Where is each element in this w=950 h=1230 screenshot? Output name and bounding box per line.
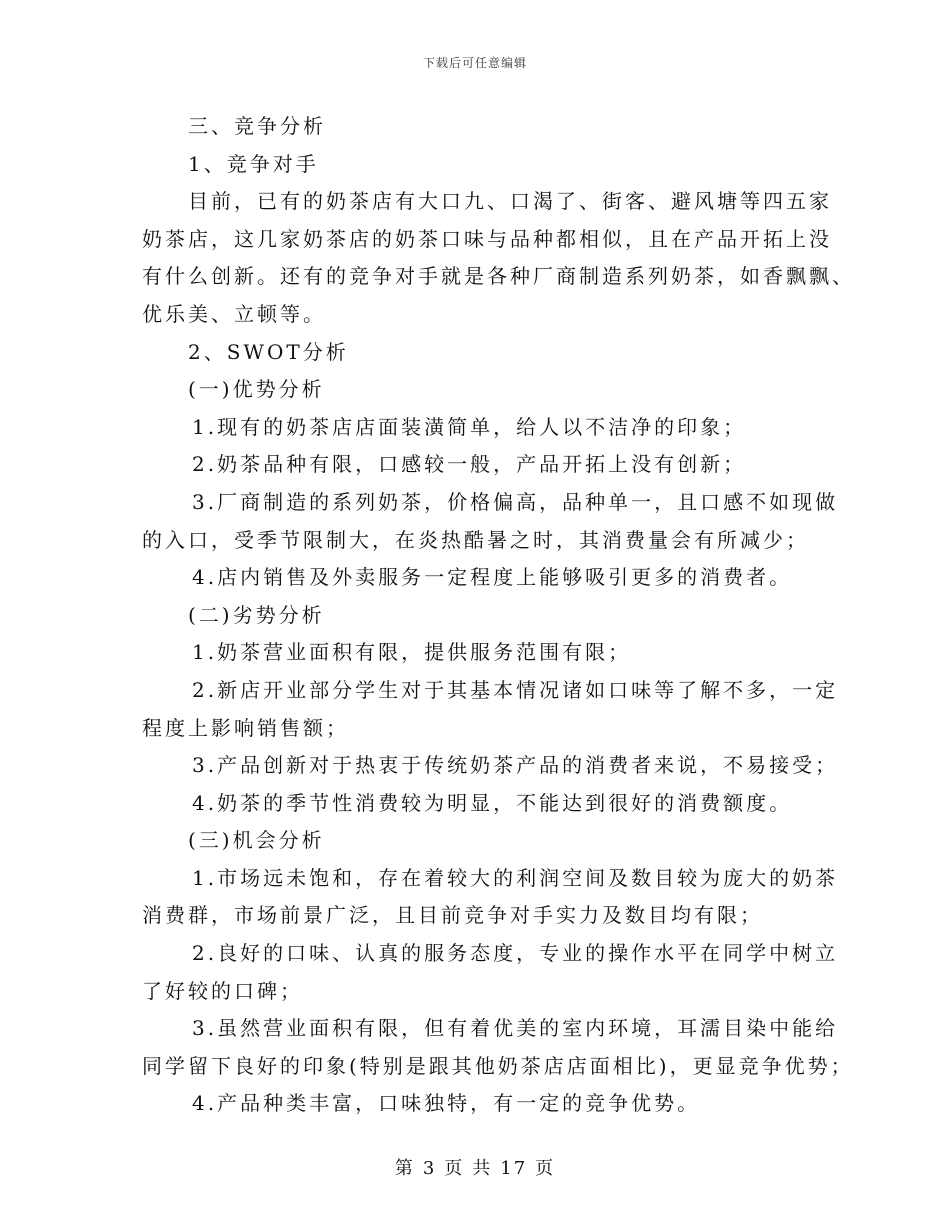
- strengths-item: 4.店内销售及外卖服务一定程度上能够吸引更多的消费者。: [192, 565, 793, 590]
- opportunities-item: 2.良好的口味、认真的服务态度，专业的操作水平在同学中树立: [192, 941, 839, 966]
- page-label-prefix: 第: [394, 1158, 415, 1179]
- weaknesses-item: 2.新店开业部分学生对于其基本情况诸如口味等了解不多，一定: [192, 677, 839, 702]
- strengths-item: 2.奶茶品种有限，口感较一般，产品开拓上没有创新；: [192, 452, 747, 477]
- current-page-number: 3: [422, 1158, 437, 1179]
- strengths-title: (一)优势分析: [188, 377, 325, 402]
- weaknesses-item: 1.奶茶营业面积有限，提供服务范围有限；: [192, 640, 632, 665]
- strengths-item-continuation: 的入口，受季节限制大，在炎热酷暑之时，其消费量会有所减少；: [142, 527, 809, 552]
- paragraph-line: 奶茶店，这几家奶茶店的奶茶口味与品种都相似，且在产品开拓上没: [142, 226, 832, 251]
- section-title: 三、竞争分析: [188, 114, 326, 138]
- weaknesses-item: 3.产品创新对于热衷于传统奶茶产品的消费者来说，不易接受；: [192, 753, 839, 778]
- paragraph-line: 优乐美、立顿等。: [142, 301, 326, 326]
- opportunities-item: 3.虽然营业面积有限，但有着优美的室内环境，耳濡目染中能给: [192, 1016, 839, 1041]
- opportunities-item-continuation: 了好较的口碑；: [142, 978, 303, 1003]
- strengths-item: 3.厂商制造的系列奶茶，价格偏高，品种单一，且口感不如现做: [192, 489, 839, 514]
- opportunities-item-continuation: 同学留下良好的印象(特别是跟其他奶茶店店面相比)，更显竞争优势；: [142, 1053, 854, 1078]
- opportunities-item: 4.产品种类丰富，口味独特，有一定的竞争优势。: [192, 1091, 701, 1116]
- weaknesses-item-continuation: 程度上影响销售额；: [142, 715, 349, 740]
- total-label-prefix: 共: [472, 1158, 493, 1179]
- page-label-suffix: 页: [535, 1158, 556, 1179]
- strengths-item: 1.现有的奶茶店店面装潢简单，给人以不洁净的印象；: [192, 414, 747, 439]
- paragraph-line: 有什么创新。还有的竞争对手就是各种厂商制造系列奶茶，如香飘飘、: [142, 264, 855, 289]
- weaknesses-title: (二)劣势分析: [188, 602, 325, 627]
- subsection-title-competitors: 1、竞争对手: [188, 151, 319, 176]
- page-label-mid: 页: [444, 1158, 465, 1179]
- weaknesses-item: 4.奶茶的季节性消费较为明显，不能达到很好的消费额度。: [192, 790, 793, 815]
- page-header-note: 下载后可任意编辑: [422, 56, 527, 70]
- paragraph-line: 目前，已有的奶茶店有大口九、口渴了、街客、避风塘等四五家: [188, 189, 832, 214]
- subsection-title-swot: 2、SWOT分析: [188, 339, 349, 364]
- opportunities-item-continuation: 消费群，市场前景广泛，且目前竞争对手实力及数目均有限；: [142, 903, 763, 928]
- page-footer: [0, 1154, 950, 1180]
- opportunities-item: 1.市场远未饱和，存在着较大的利润空间及数目较为庞大的奶茶: [192, 865, 839, 890]
- document-body: [142, 108, 855, 1123]
- opportunities-title: (三)机会分析: [188, 828, 325, 853]
- total-pages-number: 17: [500, 1158, 528, 1179]
